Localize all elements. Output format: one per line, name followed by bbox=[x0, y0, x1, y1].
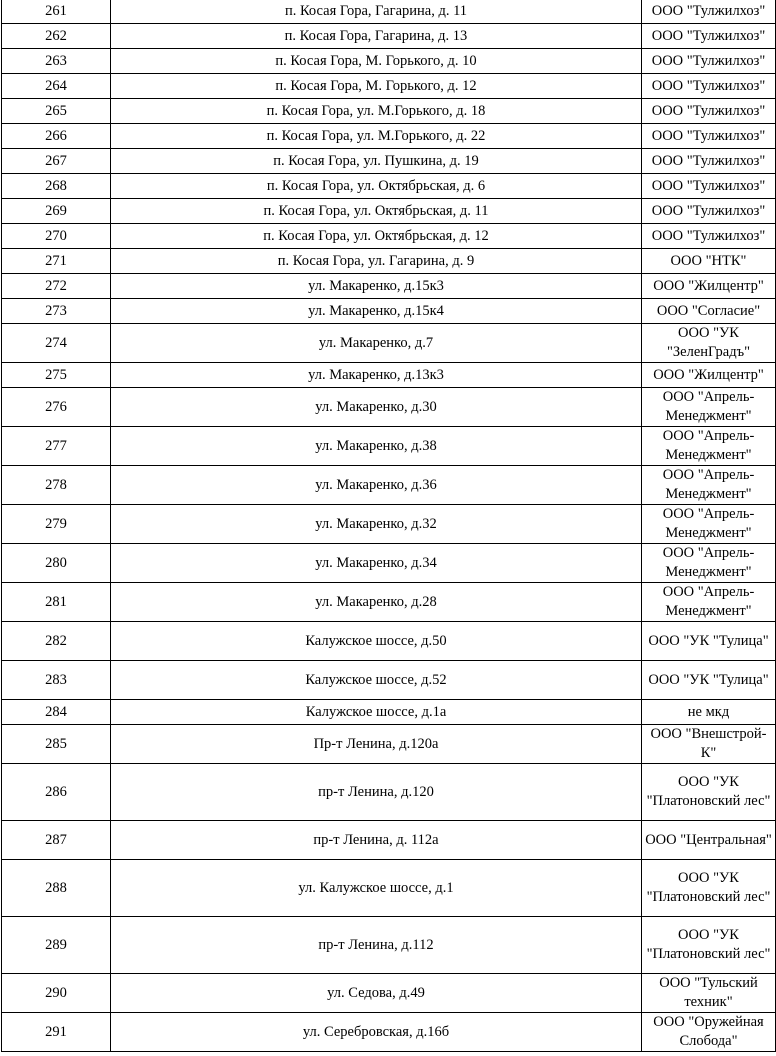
row-number-cell: 276 bbox=[2, 388, 111, 427]
address-cell: пр-т Ленина, д. 112а bbox=[111, 821, 642, 860]
row-number-cell: 284 bbox=[2, 700, 111, 725]
organization-cell: ООО "Центральная" bbox=[642, 821, 776, 860]
row-number-cell: 271 bbox=[2, 249, 111, 274]
organization-cell: ООО "Апрель-Менеджмент" bbox=[642, 427, 776, 466]
table-row bbox=[2, 544, 776, 583]
row-number-cell: 279 bbox=[2, 505, 111, 544]
organization-cell: ООО "Жилцентр" bbox=[642, 274, 776, 299]
organization-cell: ООО "Согласие" bbox=[642, 299, 776, 324]
organization-cell: ООО "Тулжилхоз" bbox=[642, 149, 776, 174]
table-row bbox=[2, 661, 776, 700]
address-cell: п. Косая Гора, ул. Октябрьская, д. 11 bbox=[111, 199, 642, 224]
address-cell: п. Косая Гора, ул. Гагарина, д. 9 bbox=[111, 249, 642, 274]
row-number-cell: 274 bbox=[2, 324, 111, 363]
table-row bbox=[2, 224, 776, 249]
organization-cell: ООО "Апрель-Менеджмент" bbox=[642, 583, 776, 622]
address-cell: ул. Макаренко, д.13к3 bbox=[111, 363, 642, 388]
address-cell: ул. Серебровская, д.16б bbox=[111, 1013, 642, 1052]
row-number-cell: 283 bbox=[2, 661, 111, 700]
organization-cell: ООО "Тулжилхоз" bbox=[642, 99, 776, 124]
organization-cell: ООО "Жилцентр" bbox=[642, 363, 776, 388]
row-number-cell: 291 bbox=[2, 1013, 111, 1052]
row-number-cell: 266 bbox=[2, 124, 111, 149]
organization-cell: ООО "Апрель-Менеджмент" bbox=[642, 505, 776, 544]
address-cell: п. Косая Гора, ул. Октябрьская, д. 6 bbox=[111, 174, 642, 199]
organization-cell: ООО "УК "Тулица" bbox=[642, 622, 776, 661]
row-number-cell: 281 bbox=[2, 583, 111, 622]
address-cell: ул. Макаренко, д.34 bbox=[111, 544, 642, 583]
address-cell: пр-т Ленина, д.120 bbox=[111, 764, 642, 821]
organization-cell: ООО "Тульский техник" bbox=[642, 974, 776, 1013]
row-number-cell: 269 bbox=[2, 199, 111, 224]
address-cell: пр-т Ленина, д.112 bbox=[111, 917, 642, 974]
row-number-cell: 265 bbox=[2, 99, 111, 124]
table-row bbox=[2, 700, 776, 725]
address-cell: п. Косая Гора, М. Горького, д. 10 bbox=[111, 49, 642, 74]
table-row bbox=[2, 99, 776, 124]
table-row bbox=[2, 821, 776, 860]
address-cell: п. Косая Гора, Гагарина, д. 11 bbox=[111, 0, 642, 24]
row-number-cell: 285 bbox=[2, 725, 111, 764]
table-row bbox=[2, 622, 776, 661]
row-number-cell: 262 bbox=[2, 24, 111, 49]
organization-cell: ООО "Тулжилхоз" bbox=[642, 24, 776, 49]
organization-cell: ООО "НТК" bbox=[642, 249, 776, 274]
table-row bbox=[2, 74, 776, 99]
address-cell: Калужское шоссе, д.50 bbox=[111, 622, 642, 661]
address-cell: п. Косая Гора, Гагарина, д. 13 bbox=[111, 24, 642, 49]
table-row bbox=[2, 124, 776, 149]
address-cell: ул. Макаренко, д.15к4 bbox=[111, 299, 642, 324]
address-cell: ул. Калужское шоссе, д.1 bbox=[111, 860, 642, 917]
organization-cell: ООО "Тулжилхоз" bbox=[642, 0, 776, 24]
organization-cell: ООО "Тулжилхоз" bbox=[642, 49, 776, 74]
organization-cell: ООО "Апрель-Менеджмент" bbox=[642, 388, 776, 427]
address-cell: Калужское шоссе, д.1а bbox=[111, 700, 642, 725]
table-row bbox=[2, 860, 776, 917]
table-row bbox=[2, 583, 776, 622]
organization-cell: ООО "Тулжилхоз" bbox=[642, 74, 776, 99]
row-number-cell: 261 bbox=[2, 0, 111, 24]
organization-cell: ООО "Апрель-Менеджмент" bbox=[642, 544, 776, 583]
organization-cell: не мкд bbox=[642, 700, 776, 725]
address-cell: п. Косая Гора, ул. Пушкина, д. 19 bbox=[111, 149, 642, 174]
row-number-cell: 278 bbox=[2, 466, 111, 505]
table-row bbox=[2, 274, 776, 299]
row-number-cell: 264 bbox=[2, 74, 111, 99]
table-row bbox=[2, 24, 776, 49]
address-cell: Пр-т Ленина, д.120а bbox=[111, 725, 642, 764]
table-row bbox=[2, 764, 776, 821]
address-cell: ул. Макаренко, д.15к3 bbox=[111, 274, 642, 299]
organization-cell: ООО "Тулжилхоз" bbox=[642, 199, 776, 224]
row-number-cell: 289 bbox=[2, 917, 111, 974]
row-number-cell: 270 bbox=[2, 224, 111, 249]
address-cell: Калужское шоссе, д.52 bbox=[111, 661, 642, 700]
row-number-cell: 268 bbox=[2, 174, 111, 199]
table-row bbox=[2, 917, 776, 974]
organization-cell: ООО "Тулжилхоз" bbox=[642, 224, 776, 249]
row-number-cell: 288 bbox=[2, 860, 111, 917]
table-row bbox=[2, 363, 776, 388]
address-cell: ул. Седова, д.49 bbox=[111, 974, 642, 1013]
row-number-cell: 280 bbox=[2, 544, 111, 583]
table-row bbox=[2, 0, 776, 24]
address-cell: ул. Макаренко, д.7 bbox=[111, 324, 642, 363]
address-cell: п. Косая Гора, ул. М.Горького, д. 18 bbox=[111, 99, 642, 124]
address-cell: п. Косая Гора, М. Горького, д. 12 bbox=[111, 74, 642, 99]
address-table bbox=[1, 0, 776, 1052]
row-number-cell: 282 bbox=[2, 622, 111, 661]
organization-cell: ООО "Тулжилхоз" bbox=[642, 124, 776, 149]
address-cell: ул. Макаренко, д.36 bbox=[111, 466, 642, 505]
table-row bbox=[2, 725, 776, 764]
row-number-cell: 272 bbox=[2, 274, 111, 299]
organization-cell: ООО "УК "Платоновский лес" bbox=[642, 917, 776, 974]
table-row bbox=[2, 974, 776, 1013]
row-number-cell: 273 bbox=[2, 299, 111, 324]
table-row bbox=[2, 1013, 776, 1052]
table-row bbox=[2, 149, 776, 174]
table-row bbox=[2, 324, 776, 363]
organization-cell: ООО "Внешстрой-К" bbox=[642, 725, 776, 764]
table-row bbox=[2, 49, 776, 74]
row-number-cell: 263 bbox=[2, 49, 111, 74]
organization-cell: ООО "УК "ЗеленГрадъ" bbox=[642, 324, 776, 363]
row-number-cell: 267 bbox=[2, 149, 111, 174]
table-row bbox=[2, 505, 776, 544]
row-number-cell: 275 bbox=[2, 363, 111, 388]
organization-cell: ООО "УК "Тулица" bbox=[642, 661, 776, 700]
organization-cell: ООО "УК "Платоновский лес" bbox=[642, 860, 776, 917]
table-row bbox=[2, 299, 776, 324]
address-cell: ул. Макаренко, д.38 bbox=[111, 427, 642, 466]
organization-cell: ООО "УК "Платоновский лес" bbox=[642, 764, 776, 821]
address-table-body bbox=[2, 0, 776, 1052]
address-cell: ул. Макаренко, д.28 bbox=[111, 583, 642, 622]
address-cell: ул. Макаренко, д.32 bbox=[111, 505, 642, 544]
organization-cell: ООО "Тулжилхоз" bbox=[642, 174, 776, 199]
row-number-cell: 286 bbox=[2, 764, 111, 821]
organization-cell: ООО "Апрель-Менеджмент" bbox=[642, 466, 776, 505]
address-cell: ул. Макаренко, д.30 bbox=[111, 388, 642, 427]
row-number-cell: 287 bbox=[2, 821, 111, 860]
row-number-cell: 290 bbox=[2, 974, 111, 1013]
row-number-cell: 277 bbox=[2, 427, 111, 466]
table-row bbox=[2, 427, 776, 466]
address-cell: п. Косая Гора, ул. М.Горького, д. 22 bbox=[111, 124, 642, 149]
table-row bbox=[2, 249, 776, 274]
table-row bbox=[2, 466, 776, 505]
table-row bbox=[2, 199, 776, 224]
table-row bbox=[2, 388, 776, 427]
table-row bbox=[2, 174, 776, 199]
address-cell: п. Косая Гора, ул. Октябрьская, д. 12 bbox=[111, 224, 642, 249]
organization-cell: ООО "Оружейная Слобода" bbox=[642, 1013, 776, 1052]
